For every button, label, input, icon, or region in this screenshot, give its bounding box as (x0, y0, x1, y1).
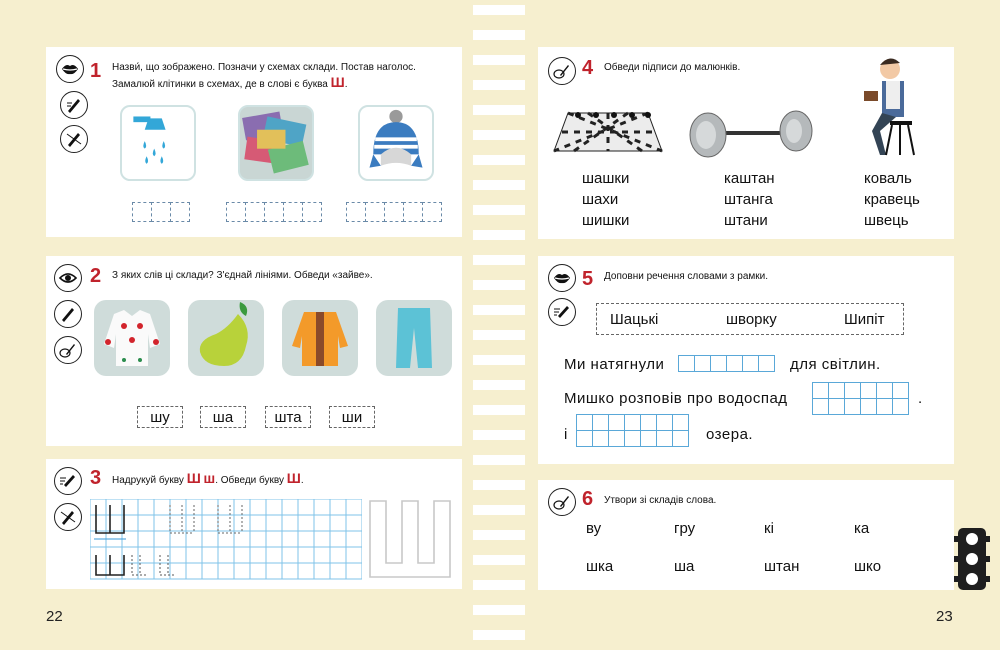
syllable[interactable]: гру (674, 520, 696, 537)
syllable[interactable]: шко (854, 558, 882, 575)
money-icon (240, 107, 312, 179)
picture-money (238, 105, 314, 181)
picture-embroidered-shirt (94, 300, 170, 376)
task-number: 1 (90, 60, 102, 82)
barbell-icon (686, 107, 816, 163)
embroidered-shirt-icon (94, 300, 170, 376)
syllable-box[interactable]: шу (137, 406, 183, 428)
task-instruction: Надрукуй букву Ш ш. Обведи букву Ш. (112, 470, 304, 486)
pencil-loop-icon (548, 488, 576, 516)
syllable-scheme[interactable] (132, 202, 189, 222)
task-number: 5 (582, 268, 594, 290)
syllable[interactable]: ша (674, 558, 695, 575)
task-instruction: Назви́, що зображено. Позначи у схемах склади. Постав наголос. Замалюй клітинки в схемах, де в слові є буква Ш. (112, 62, 416, 90)
task-instruction: З яких слів ці склади? З'єднай лініями. Обведи «зайве». (112, 270, 373, 281)
task-6-card (538, 480, 954, 590)
syllable-scheme[interactable] (346, 202, 441, 222)
sentence-text: Мишко розповів про водоспад (564, 390, 788, 407)
shoemaker-icon (856, 51, 920, 161)
page-number-right: 23 (936, 608, 953, 625)
pencil-eraser-icon (54, 503, 82, 531)
sentence-text: Ми натягнули (564, 356, 665, 373)
task-4-card (538, 47, 954, 239)
label-word[interactable]: шишки (582, 212, 630, 229)
lips-icon (548, 264, 576, 292)
task-number: 3 (90, 467, 102, 489)
answer-cells[interactable] (678, 355, 774, 372)
winter-hat-icon (360, 107, 432, 179)
task-instruction: Доповни речення словами з рамки. (604, 271, 769, 282)
task-2-card (46, 256, 462, 446)
pencil-loop-icon (548, 57, 576, 85)
letter-sha-outline[interactable] (366, 499, 454, 579)
pear-icon (188, 300, 264, 376)
chessboard-icon (552, 107, 664, 155)
syllable[interactable]: шка (586, 558, 614, 575)
picture-hat (358, 105, 434, 181)
task-3-card (46, 459, 462, 589)
sentence-text: для світлин. (790, 356, 881, 373)
syllable-box[interactable]: ши (329, 406, 375, 428)
syllable[interactable]: ка (854, 520, 870, 537)
page-number-left: 22 (46, 608, 63, 625)
pencil-icon (54, 300, 82, 328)
answer-cells[interactable] (812, 382, 908, 415)
traffic-light-icon (954, 526, 994, 592)
label-word[interactable]: швець (864, 212, 909, 229)
label-word[interactable]: шахи (582, 191, 619, 208)
trousers-icon (376, 300, 452, 376)
syllable-box[interactable]: шта (265, 406, 311, 428)
sentence-text: і (564, 426, 568, 443)
syllable[interactable]: ву (586, 520, 602, 537)
task-instruction: Обведи підписи до малюнків. (604, 62, 741, 73)
task-1-card (46, 47, 462, 237)
label-word[interactable]: шашки (582, 170, 630, 187)
syllable-box[interactable]: ша (200, 406, 246, 428)
task-number: 6 (582, 488, 594, 510)
label-word[interactable]: кравець (864, 191, 920, 208)
task-5-card (538, 256, 954, 464)
syllable[interactable]: штан (764, 558, 800, 575)
frame-word: Шипіт (844, 311, 885, 328)
picture-trousers (376, 300, 452, 376)
label-word[interactable]: коваль (864, 170, 912, 187)
syllable-scheme[interactable] (226, 202, 321, 222)
writing-icon (54, 467, 82, 495)
eye-icon (54, 264, 82, 292)
coat-icon (282, 300, 358, 376)
picture-coat (282, 300, 358, 376)
frame-word: Шацькі (610, 311, 659, 328)
picture-pear (188, 300, 264, 376)
sentence-text: озера. (706, 426, 754, 443)
syllable[interactable]: кі (764, 520, 774, 537)
pencil-loop-icon (54, 336, 82, 364)
sentence-text: . (918, 390, 923, 407)
pencil-eraser-icon (60, 125, 88, 153)
label-word[interactable]: штанга (724, 191, 773, 208)
lips-icon (56, 55, 84, 83)
task-number: 2 (90, 265, 102, 287)
book-spine (473, 0, 525, 650)
shower-icon (122, 107, 194, 179)
writing-icon (548, 298, 576, 326)
picture-shower (120, 105, 196, 181)
label-word[interactable]: штани (724, 212, 768, 229)
task-instruction: Утвори зі складів слова. (604, 495, 717, 506)
frame-word: шворку (726, 311, 777, 328)
answer-cells[interactable] (576, 414, 688, 447)
label-word[interactable]: каштан (724, 170, 775, 187)
task-number: 4 (582, 57, 594, 79)
writing-grid[interactable] (90, 499, 362, 581)
pencil-icon (60, 91, 88, 119)
